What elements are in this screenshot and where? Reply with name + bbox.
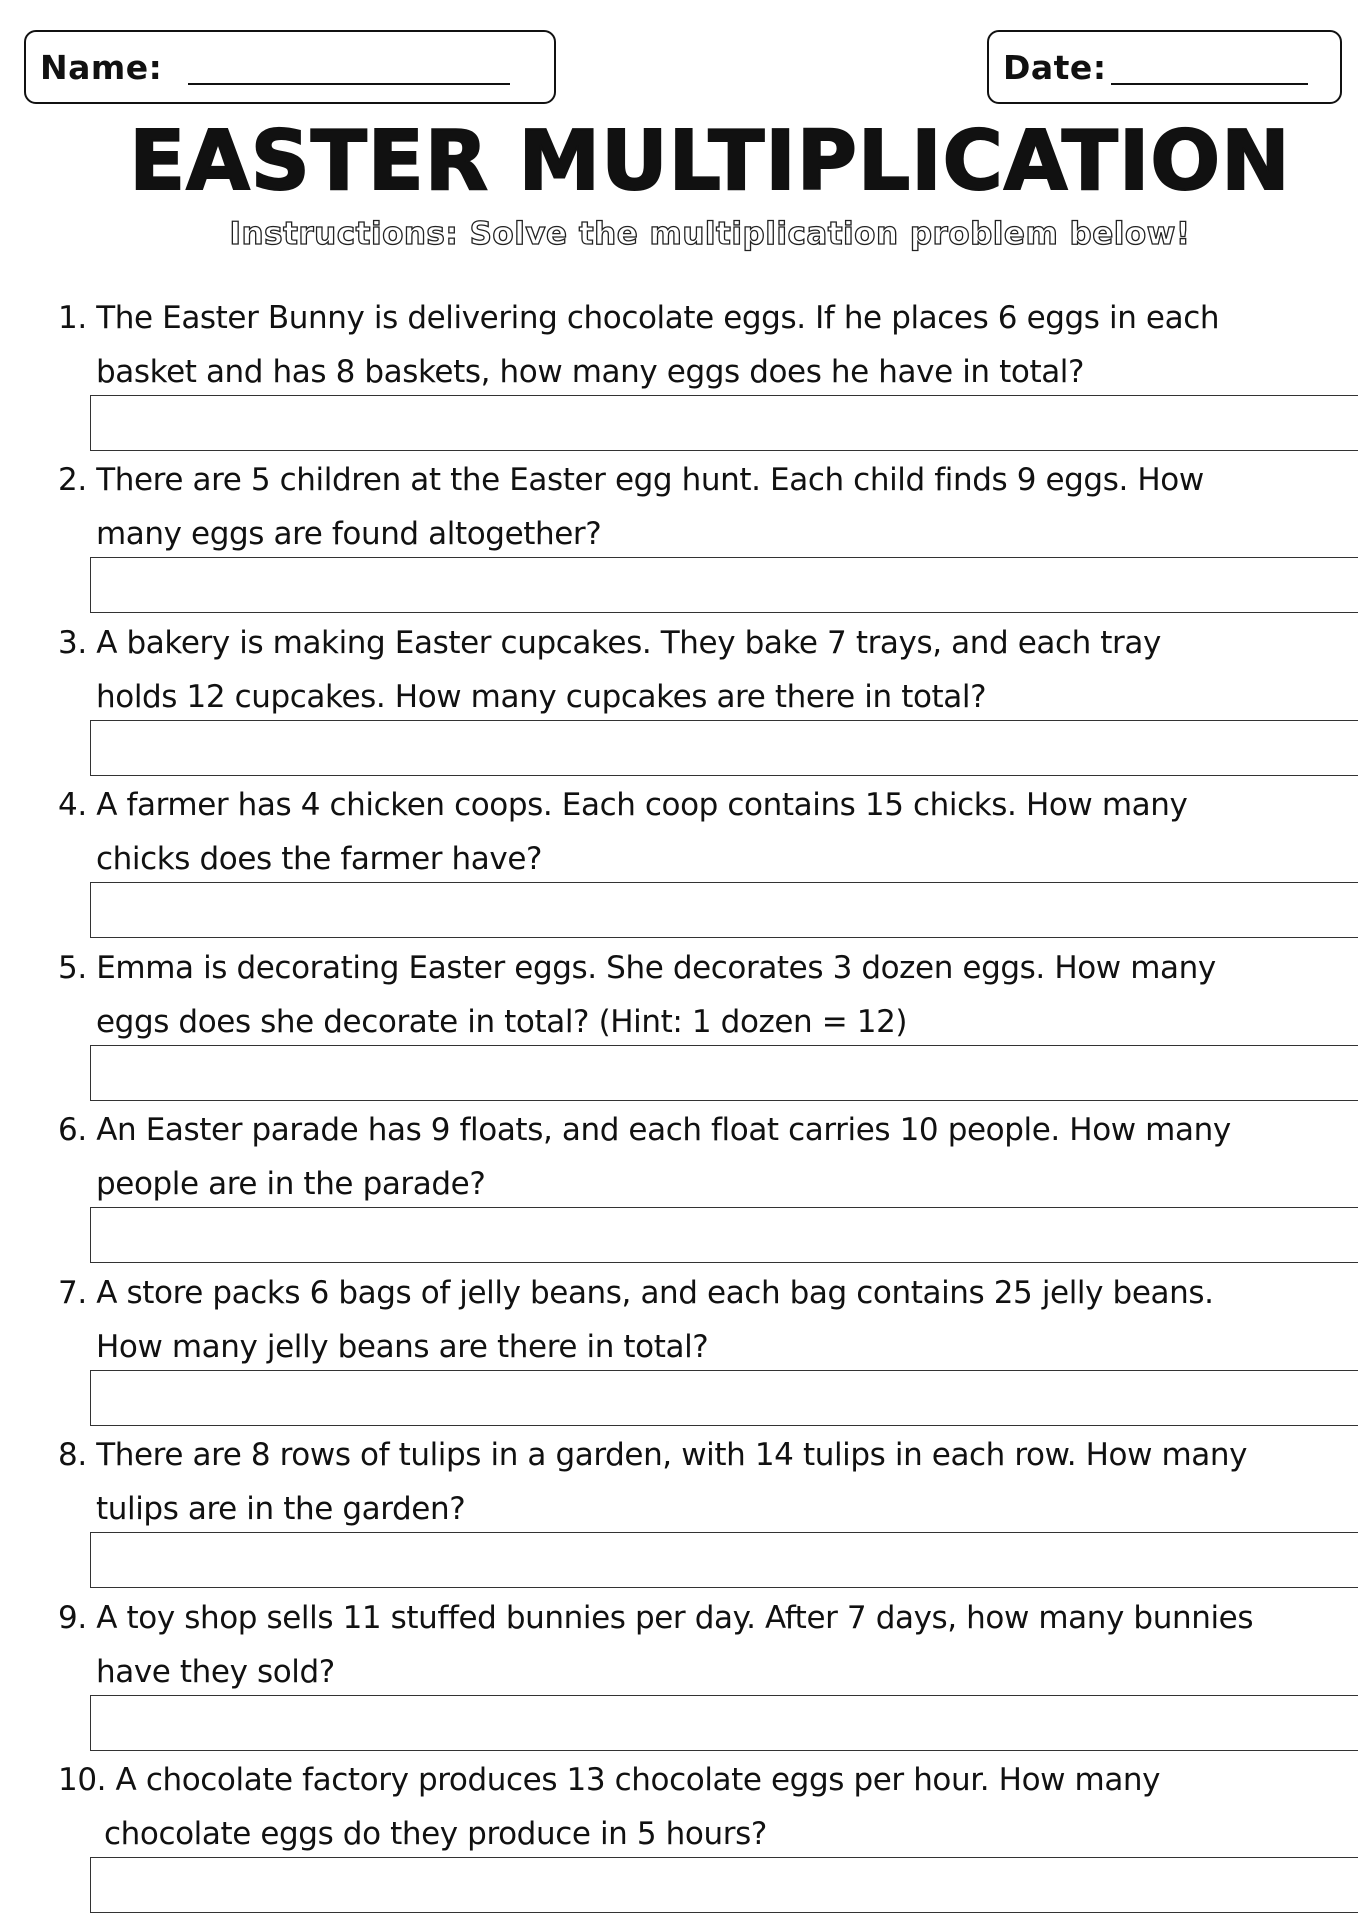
answer-box[interactable] — [90, 1695, 1358, 1751]
question-text: eggs does she decorate in total? (Hint: 1 dozen = 12) — [96, 1004, 908, 1040]
question-text: 2. There are 5 children at the Easter egg hunt. Each child finds 9 eggs. How — [58, 462, 1204, 498]
answer-box[interactable] — [90, 1857, 1358, 1913]
name-label: Name: — [40, 47, 163, 87]
question-text: 1. The Easter Bunny is delivering chocolate eggs. If he places 6 eggs in each — [58, 300, 1220, 336]
name-box — [24, 30, 556, 104]
answer-box[interactable] — [90, 882, 1358, 938]
answer-box[interactable] — [90, 1207, 1358, 1263]
answer-box[interactable] — [90, 1370, 1358, 1426]
question-text: chicks does the farmer have? — [96, 841, 543, 877]
name-field[interactable] — [188, 83, 510, 85]
question-text: 8. There are 8 rows of tulips in a garden, with 14 tulips in each row. How many — [58, 1437, 1248, 1473]
answer-box[interactable] — [90, 395, 1358, 451]
date-label: Date: — [1003, 47, 1107, 87]
date-box — [987, 30, 1342, 104]
instructions: Instructions: Solve the multiplication problem below! — [229, 216, 1191, 252]
question-text: basket and has 8 baskets, how many eggs does he have in total? — [96, 354, 1085, 390]
question-text: chocolate eggs do they produce in 5 hours? — [104, 1816, 767, 1852]
answer-box[interactable] — [90, 1532, 1358, 1588]
answer-box[interactable] — [90, 720, 1358, 776]
question-text: 3. A bakery is making Easter cupcakes. They bake 7 trays, and each tray — [58, 625, 1161, 661]
question-text: 9. A toy shop sells 11 stuffed bunnies per day. After 7 days, how many bunnies — [58, 1600, 1254, 1636]
question-text: How many jelly beans are there in total? — [96, 1329, 709, 1365]
question-text: 7. A store packs 6 bags of jelly beans, and each bag contains 25 jelly beans. — [58, 1275, 1214, 1311]
question-text: 6. An Easter parade has 9 floats, and each float carries 10 people. How many — [58, 1112, 1231, 1148]
answer-box[interactable] — [90, 557, 1358, 613]
question-text: 4. A farmer has 4 chicken coops. Each coop contains 15 chicks. How many — [58, 787, 1188, 823]
question-text: 5. Emma is decorating Easter eggs. She decorates 3 dozen eggs. How many — [58, 950, 1216, 986]
question-text: 10. A chocolate factory produces 13 chocolate eggs per hour. How many — [58, 1762, 1161, 1798]
question-text: holds 12 cupcakes. How many cupcakes are there in total? — [96, 679, 987, 715]
page-title: EASTER MULTIPLICATION — [129, 114, 1291, 209]
question-text: tulips are in the garden? — [96, 1491, 466, 1527]
question-text: many eggs are found altogether? — [96, 516, 602, 552]
question-text: people are in the parade? — [96, 1166, 486, 1202]
question-text: have they sold? — [96, 1654, 335, 1690]
answer-box[interactable] — [90, 1045, 1358, 1101]
date-field[interactable] — [1111, 83, 1308, 85]
